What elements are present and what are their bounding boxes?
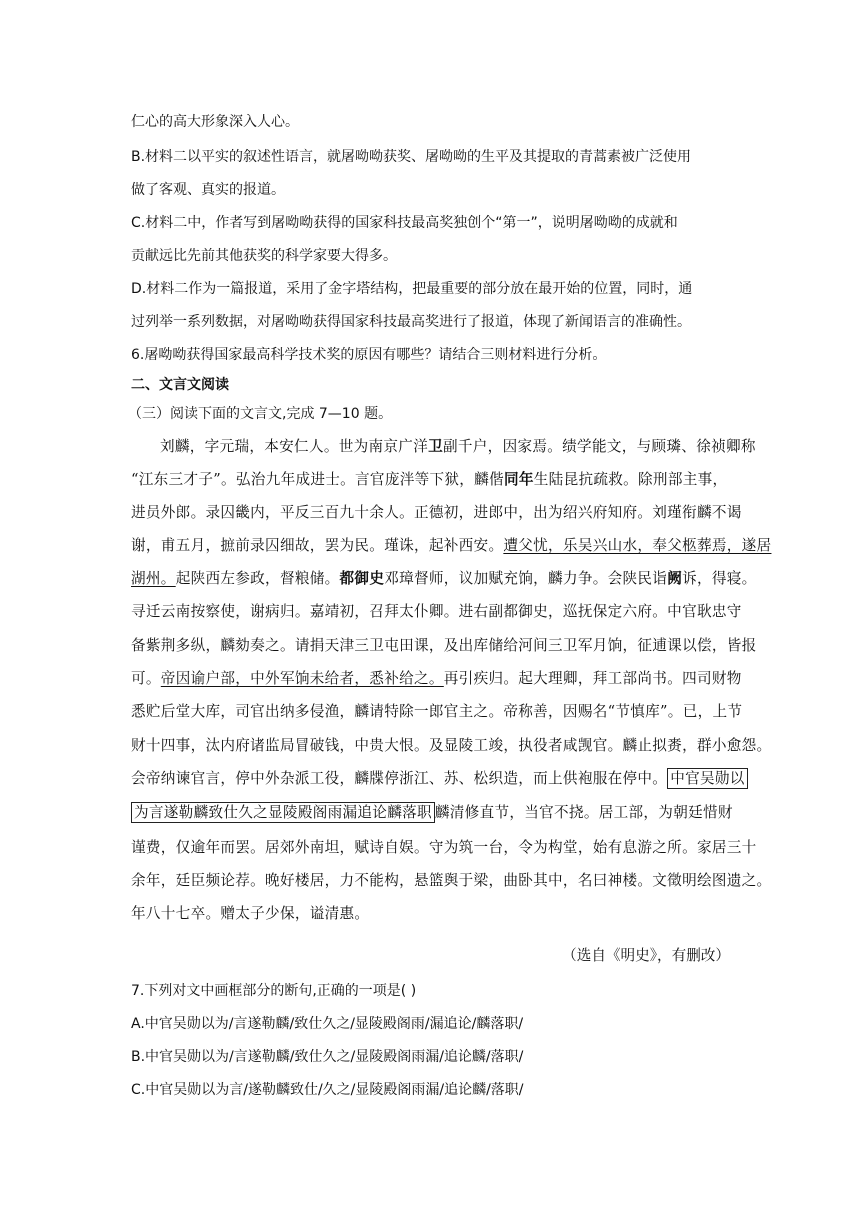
section-heading: 二、文言文阅读 bbox=[131, 377, 229, 393]
option-a-tail: 仁心的高大形象深入人心。 bbox=[131, 114, 299, 130]
passage-line: 为言遂勒麟致仕久之显陵殿阁雨漏追论麟落职 麟清修直节，当官不挠。居工部，为朝廷惜财 bbox=[131, 803, 733, 823]
passage-line: 谨费，仅逾年而罢。居郊外南坦，赋诗自娱。守为筑一台，令为构堂，始有息游之所。家居三十 bbox=[131, 839, 757, 856]
question-6: 6.屠呦呦获得国家最高科学技术奖的原因有哪些？请结合三则材料进行分析。 bbox=[131, 347, 607, 363]
option-b-line2: 做了客观、真实的报道。 bbox=[131, 182, 285, 198]
question-7-option-c: C.中官吴勋以为言/遂勒麟致仕/久之/显陵殿阁雨漏/追论麟/落职/ bbox=[131, 1082, 524, 1098]
option-d-line2: 过列举一系列数据，对屠呦呦获得国家科技最高奖进行了报道，体现了新闻语言的准确性。 bbox=[131, 314, 691, 330]
passage-line: 谢，甫五月，摭前录囚细故，罢为民。瑾诛，起补西安。遭父忧，乐吴兴山水，奉父柩葬焉，遂居 bbox=[131, 537, 772, 554]
underlined-sentence-2: 帝因谕户部，中外军饷未给者，悉补给之。 bbox=[160, 670, 444, 687]
option-c-line1: C.材料二中，作者写到屠呦呦获得的国家科技最高奖独创个“第一”，说明屠呦呦的成就和 bbox=[131, 215, 678, 231]
option-c-line2: 贡献远比先前其他获奖的科学家要大得多。 bbox=[131, 248, 397, 264]
passage-line: 湖州。起陕西左参政，督粮储。都御史邓璋督师，议加赋充饷，麟力争。会陕民诣阙诉，得寝。 bbox=[131, 570, 757, 587]
passage-line: 会帝纳谏官言，停中外杂派工役，麟牒停浙江、苏、松织造，而上供袍服在停中。 中官吴勋以 bbox=[131, 769, 748, 789]
boxed-segment: 中官吴勋以 bbox=[667, 768, 747, 789]
section-intro: （三）阅读下面的文言文,完成 7—10 题。 bbox=[128, 406, 393, 422]
option-d-line1: D.材料二作为一篇报道，采用了金字塔结构，把最重要的部分放在最开始的位置，同时，通 bbox=[131, 281, 693, 297]
passage-line: 备紫荆多纵，麟劾奏之。请捐天津三卫屯田课，及出库储给河间三卫军月饷，征逋课以偿，皆报 bbox=[131, 637, 757, 654]
passage-line: 悉贮后堂大库，司官出纳多侵渔，麟请特除一郎官主之。帝称善，因赐名“节慎库”。已，上节 bbox=[131, 703, 743, 720]
passage-line: 余年，廷臣频论荐。晚好楼居，力不能构，悬篮舆于梁，曲卧其中，名曰神楼。文徵明绘图遗之。 bbox=[131, 872, 772, 889]
passage-line: 寻迁云南按察使，谢病归。嘉靖初，召拜太仆卿。进右副都御史，巡抚保定六府。中官耿忠守 bbox=[131, 603, 742, 620]
passage-line: “江东三才子”。弘治九年成进士。言官庞泮等下狱，麟偕同年生陆昆抗疏救。除刑部主事， bbox=[131, 471, 728, 488]
passage-line: 年八十七卒。赠太子少保，谥清惠。 bbox=[131, 905, 370, 922]
passage-line: 刘麟，字元瑞，本安仁人。世为南京广洋卫副千户，因家焉。绩学能文，与顾璘、徐祯卿称 bbox=[160, 438, 756, 455]
boxed-segment-cont: 为言遂勒麟致仕久之显陵殿阁雨漏追论麟落职 bbox=[131, 802, 435, 823]
passage-line: 可。帝因谕户部，中外军饷未给者，悉补给之。再引疾归。起大理卿，拜工部尚书。四司财物 bbox=[131, 670, 742, 687]
question-7-stem: 7.下列对文中画框部分的断句,正确的一项是( ) bbox=[131, 983, 417, 999]
underlined-sentence-cont: 湖州。 bbox=[131, 570, 176, 587]
passage-line: 财十四事，汰内府诸监局冒破钱，中贵大恨。及显陵工竣，执役者咸觊官。麟止拟赉，群小愈怨。 bbox=[131, 737, 772, 754]
underlined-sentence: 遭父忧，乐吴兴山水，奉父柩葬焉，遂居 bbox=[503, 537, 772, 554]
question-7-option-a: A.中官吴勋以为/言遂勒麟/致仕久之/显陵殿阁雨/漏追论/麟落职/ bbox=[131, 1016, 524, 1032]
passage-line: 进员外郎。录囚畿内，平反三百九十余人。正德初，进郎中，出为绍兴府知府。刘瑾衔麟不谒 bbox=[131, 504, 742, 521]
option-b-line1: B.材料二以平实的叙述性语言，就屠呦呦获奖、屠呦呦的生平及其提取的青蒿素被广泛使用 bbox=[131, 149, 692, 165]
passage-source: （选自《明史》，有删改） bbox=[562, 947, 730, 964]
question-7-option-b: B.中官吴勋以为/言遂勒麟/致仕久之/显陵殿阁雨漏/追论麟/落职/ bbox=[131, 1049, 524, 1065]
